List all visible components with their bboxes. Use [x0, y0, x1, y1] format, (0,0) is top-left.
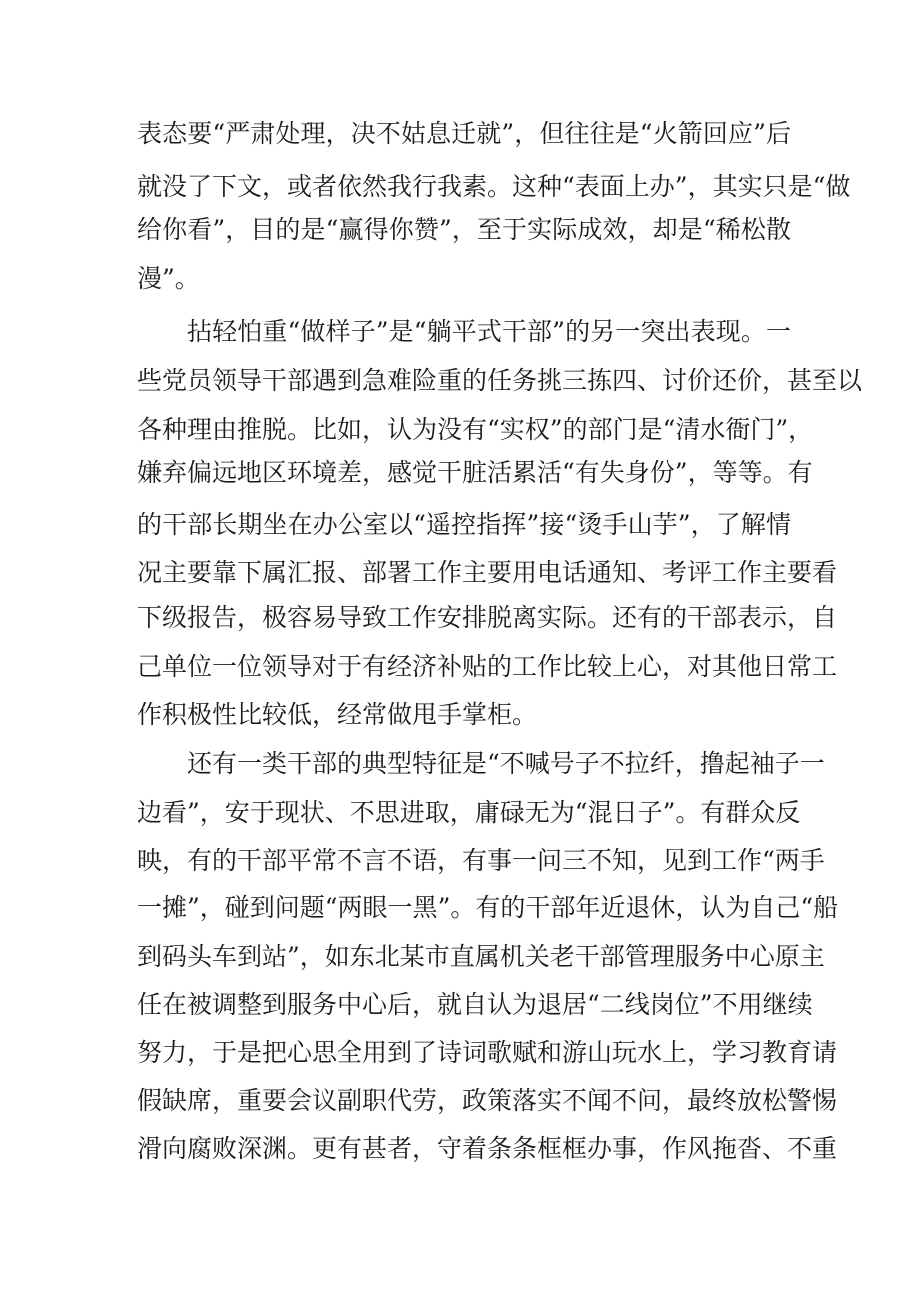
text-line: 滑向腐败深渊。更有甚者，守着条条框框办事，作风拖沓、不重 — [137, 1134, 838, 1163]
text-line: 假缺席，重要会议副职代劳，政策落实不闻不问，最终放松警惕 — [137, 1086, 838, 1115]
text-line: 一摊”，碰到问题“两眼一黑”。有的干部年近退休，认为自己“船 — [137, 893, 839, 922]
text-line: 任在被调整到服务中心后，就自认为退居“二线岗位”不用继续 — [137, 990, 813, 1019]
text-line: 下级报告，极容易导致工作安排脱离实际。还有的干部表示，自 — [137, 603, 838, 632]
text-line: 作积极性比较低，经常做甩手掌柜。 — [137, 700, 538, 729]
paragraph-first-line: 还有一类干部的典型特征是“不喊号子不拉纤，撸起袖子一 — [187, 749, 825, 778]
text-line: 些党员领导干部遇到急难险重的任务挑三拣四、讨价还价，甚至以 — [137, 366, 863, 395]
text-line: 漫”。 — [137, 264, 200, 293]
text-line: 的干部长期坐在办公室以“遥控指挥”接“烫手山芋”，了解情 — [137, 510, 791, 539]
paragraph-first-line: 拈轻怕重“做样子”是“躺平式干部”的另一突出表现。一 — [187, 317, 791, 346]
text-line: 表态要“严肃处理，决不姑息迁就”，但往往是“火箭回应”后 — [137, 119, 791, 148]
text-line: 就没了下文，或者依然我行我素。这种“表面上办”，其实只是“做 — [137, 172, 851, 201]
text-line: 给你看”，目的是“赢得你赞”，至于实际成效，却是“稀松散 — [137, 215, 791, 244]
text-line: 各种理由推脱。比如，认为没有“实权”的部门是“清水衙门”， — [137, 415, 814, 444]
text-line: 努力，于是把心思全用到了诗词歌赋和游山玩水上，学习教育请 — [137, 1038, 838, 1067]
text-line: 嫌弃偏远地区环境差，感觉干脏活累活“有失身份”，等等。有 — [137, 458, 813, 487]
text-line: 到码头车到站”，如东北某市直属机关老干部管理服务中心原主 — [137, 942, 825, 971]
text-line: 映，有的干部平常不言不语，有事一问三不知，见到工作“两手 — [137, 846, 825, 875]
text-line: 边看”，安于现状、不思进取，庸碌无为“混日子”。有群众反 — [137, 798, 801, 827]
text-line: 己单位一位领导对于有经济补贴的工作比较上心，对其他日常工 — [137, 652, 838, 681]
text-line: 况主要靠下属汇报、部署工作主要用电话通知、考评工作主要看 — [137, 558, 838, 587]
